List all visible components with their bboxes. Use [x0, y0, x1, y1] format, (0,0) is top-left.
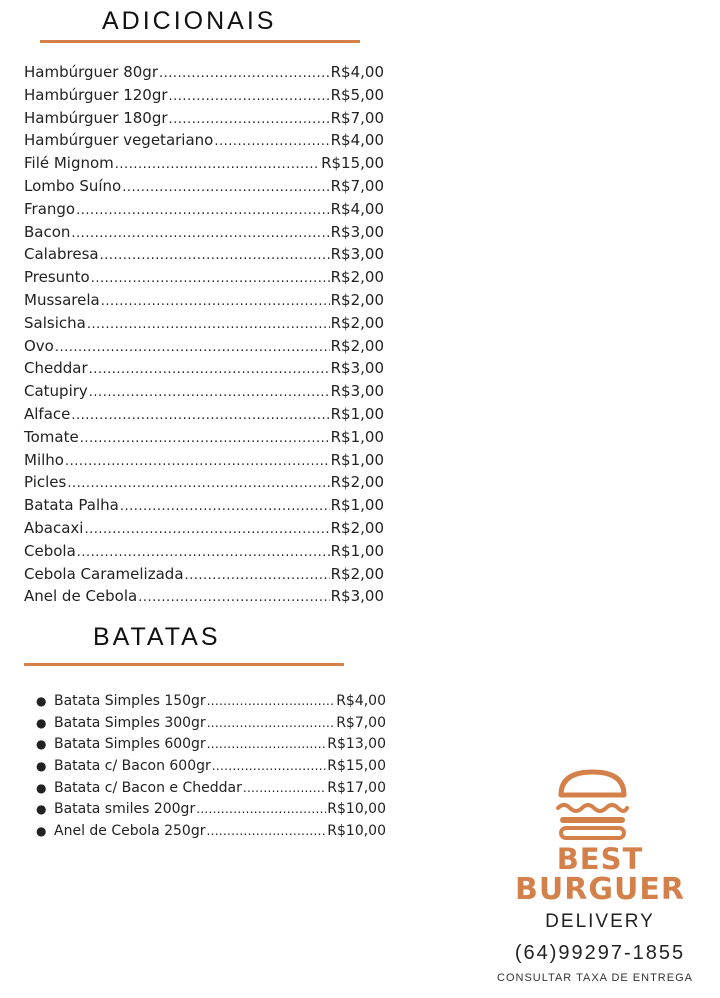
dot-leader [169, 86, 330, 109]
bullet-icon: ● [36, 694, 47, 708]
item-name: Batata c/ Bacon e Cheddar [54, 779, 242, 796]
item-name: Cebola [24, 541, 76, 560]
item-name: Tomate [24, 427, 79, 446]
item-price: R$10,00 [327, 823, 386, 840]
item-price: R$1,00 [330, 541, 384, 560]
menu-item [24, 152, 384, 175]
menu-item [36, 799, 386, 821]
menu-item [24, 266, 384, 289]
dot-leader [55, 337, 330, 360]
menu-item [24, 289, 384, 312]
item-price: R$17,00 [327, 779, 386, 796]
item-name: Alface [24, 404, 71, 423]
menu-item [36, 734, 386, 756]
item-price: R$3,00 [330, 222, 384, 241]
dot-leader [207, 713, 336, 735]
item-price: R$1,00 [330, 450, 384, 469]
dot-leader [76, 200, 330, 223]
item-price: R$2,00 [330, 564, 384, 583]
dot-leader [196, 799, 326, 821]
menu-item [24, 426, 384, 449]
dot-leader [120, 496, 330, 519]
menu-item [24, 540, 384, 563]
dot-leader [122, 177, 329, 200]
dot-leader [101, 291, 330, 314]
item-price: R$3,00 [330, 359, 384, 378]
item-price: R$1,00 [330, 496, 384, 515]
item-price: R$2,00 [330, 518, 384, 537]
bullet-icon: ● [36, 824, 47, 839]
dot-leader [214, 131, 329, 154]
item-price: R$4,00 [330, 131, 384, 150]
dot-leader [84, 519, 329, 542]
dot-leader [89, 382, 330, 405]
item-price: R$5,00 [330, 85, 384, 104]
item-price: R$3,00 [330, 382, 384, 401]
batatas-list [36, 691, 386, 843]
menu-item [24, 84, 384, 107]
dot-leader [243, 778, 326, 800]
dot-leader [115, 154, 320, 177]
item-price: R$15,00 [327, 758, 386, 775]
item-price: R$7,00 [330, 108, 384, 127]
item-name: Batata c/ Bacon 600gr [54, 758, 211, 775]
menu-item [24, 357, 384, 380]
menu-item [24, 175, 384, 198]
adicionais-title: ADICIONAIS [102, 7, 277, 35]
item-name: Hambúrguer 120gr [24, 85, 168, 104]
delivery-fee-note: CONSULTAR TAXA DE ENTREGA [497, 972, 693, 984]
menu-item [24, 380, 384, 403]
item-name: Hambúrguer vegetariano [24, 131, 214, 150]
dot-leader [212, 756, 327, 778]
item-price: R$2,00 [330, 336, 384, 355]
menu-item [24, 129, 384, 152]
item-name: Filé Mignom [24, 154, 114, 173]
item-price: R$3,00 [330, 587, 384, 606]
menu-item [24, 494, 384, 517]
item-price: R$2,00 [330, 313, 384, 332]
dot-leader [71, 405, 329, 428]
dot-leader [65, 451, 330, 474]
dot-leader [185, 565, 330, 588]
bullet-icon: ● [36, 802, 47, 817]
menu-item [24, 221, 384, 244]
dot-leader [207, 691, 336, 713]
item-name: Anel de Cebola [24, 587, 138, 606]
batatas-title: BATATAS [93, 623, 221, 651]
item-price: R$4,00 [330, 63, 384, 81]
adicionais-divider [40, 40, 360, 43]
menu-item [36, 778, 386, 800]
menu-item [36, 821, 386, 843]
item-name: Picles [24, 473, 67, 492]
brand-name-line1: BEST [556, 842, 644, 876]
item-price: R$2,00 [330, 290, 384, 309]
menu-item [24, 403, 384, 426]
phone-number: (64)99297-1855 [514, 942, 686, 964]
item-price: R$4,00 [336, 693, 386, 709]
menu-item [36, 713, 386, 735]
dot-leader [87, 314, 330, 337]
menu-item [24, 585, 384, 608]
bullet-icon: ● [36, 715, 47, 730]
item-name: Abacaxi [24, 518, 84, 537]
item-name: Batata smiles 200gr [54, 801, 196, 818]
item-name: Bacon [24, 222, 71, 241]
menu-item [24, 335, 384, 358]
dot-leader [80, 428, 330, 451]
menu-item [24, 517, 384, 540]
item-name: Lombo Suíno [24, 176, 122, 195]
item-name: Batata Simples 150gr [54, 693, 206, 709]
menu-item [24, 471, 384, 494]
item-price: R$4,00 [330, 199, 384, 218]
menu-item [24, 312, 384, 335]
dot-leader [169, 109, 330, 132]
dot-leader [207, 734, 327, 756]
dot-leader [77, 542, 330, 565]
item-price: R$3,00 [330, 245, 384, 264]
menu-item [24, 243, 384, 266]
dot-leader [100, 245, 330, 268]
adicionais-list [24, 61, 384, 608]
item-name: Salsicha [24, 313, 86, 332]
menu-item [24, 198, 384, 221]
menu-item [24, 563, 384, 586]
bullet-icon: ● [36, 759, 47, 774]
item-price: R$7,00 [330, 176, 384, 195]
menu-item [36, 756, 386, 778]
item-name: Cebola Caramelizada [24, 564, 184, 583]
item-price: R$10,00 [327, 801, 386, 818]
brand-tagline: DELIVERY [545, 911, 655, 932]
dot-leader [138, 587, 329, 610]
item-name: Batata Simples 300gr [54, 714, 206, 731]
item-price: R$13,00 [327, 736, 386, 753]
dot-leader [71, 223, 329, 246]
item-name: Cheddar [24, 359, 88, 378]
item-name: Batata Palha [24, 496, 119, 515]
item-name: Hambúrguer 180gr [24, 108, 168, 127]
dot-leader [159, 63, 330, 86]
item-price: R$15,00 [321, 154, 384, 173]
item-name: Anel de Cebola 250gr [54, 823, 206, 840]
bullet-icon: ● [36, 780, 47, 795]
item-name: Batata Simples 600gr [54, 736, 206, 753]
item-name: Frango [24, 199, 76, 218]
item-name: Hambúrguer 80gr [24, 63, 158, 81]
menu-item [24, 107, 384, 130]
item-price: R$7,00 [336, 714, 386, 731]
brand-name-line2: BURGUER [515, 872, 685, 907]
menu-item [36, 691, 386, 713]
item-price: R$1,00 [330, 404, 384, 423]
item-name: Milho [24, 450, 64, 469]
dot-leader [67, 473, 329, 496]
item-price: R$1,00 [330, 427, 384, 446]
item-name: Calabresa [24, 245, 99, 264]
batatas-divider [24, 663, 344, 666]
bullet-icon: ● [36, 737, 47, 752]
dot-leader [206, 821, 326, 843]
dot-leader [89, 359, 330, 382]
menu-item [24, 61, 384, 84]
item-price: R$2,00 [330, 268, 384, 287]
item-name: Ovo [24, 336, 54, 355]
item-name: Presunto [24, 268, 90, 287]
item-price: R$2,00 [330, 473, 384, 492]
item-name: Mussarela [24, 290, 100, 309]
item-name: Catupiry [24, 382, 88, 401]
burger-icon [555, 768, 630, 840]
dot-leader [91, 268, 330, 291]
menu-item [24, 449, 384, 472]
